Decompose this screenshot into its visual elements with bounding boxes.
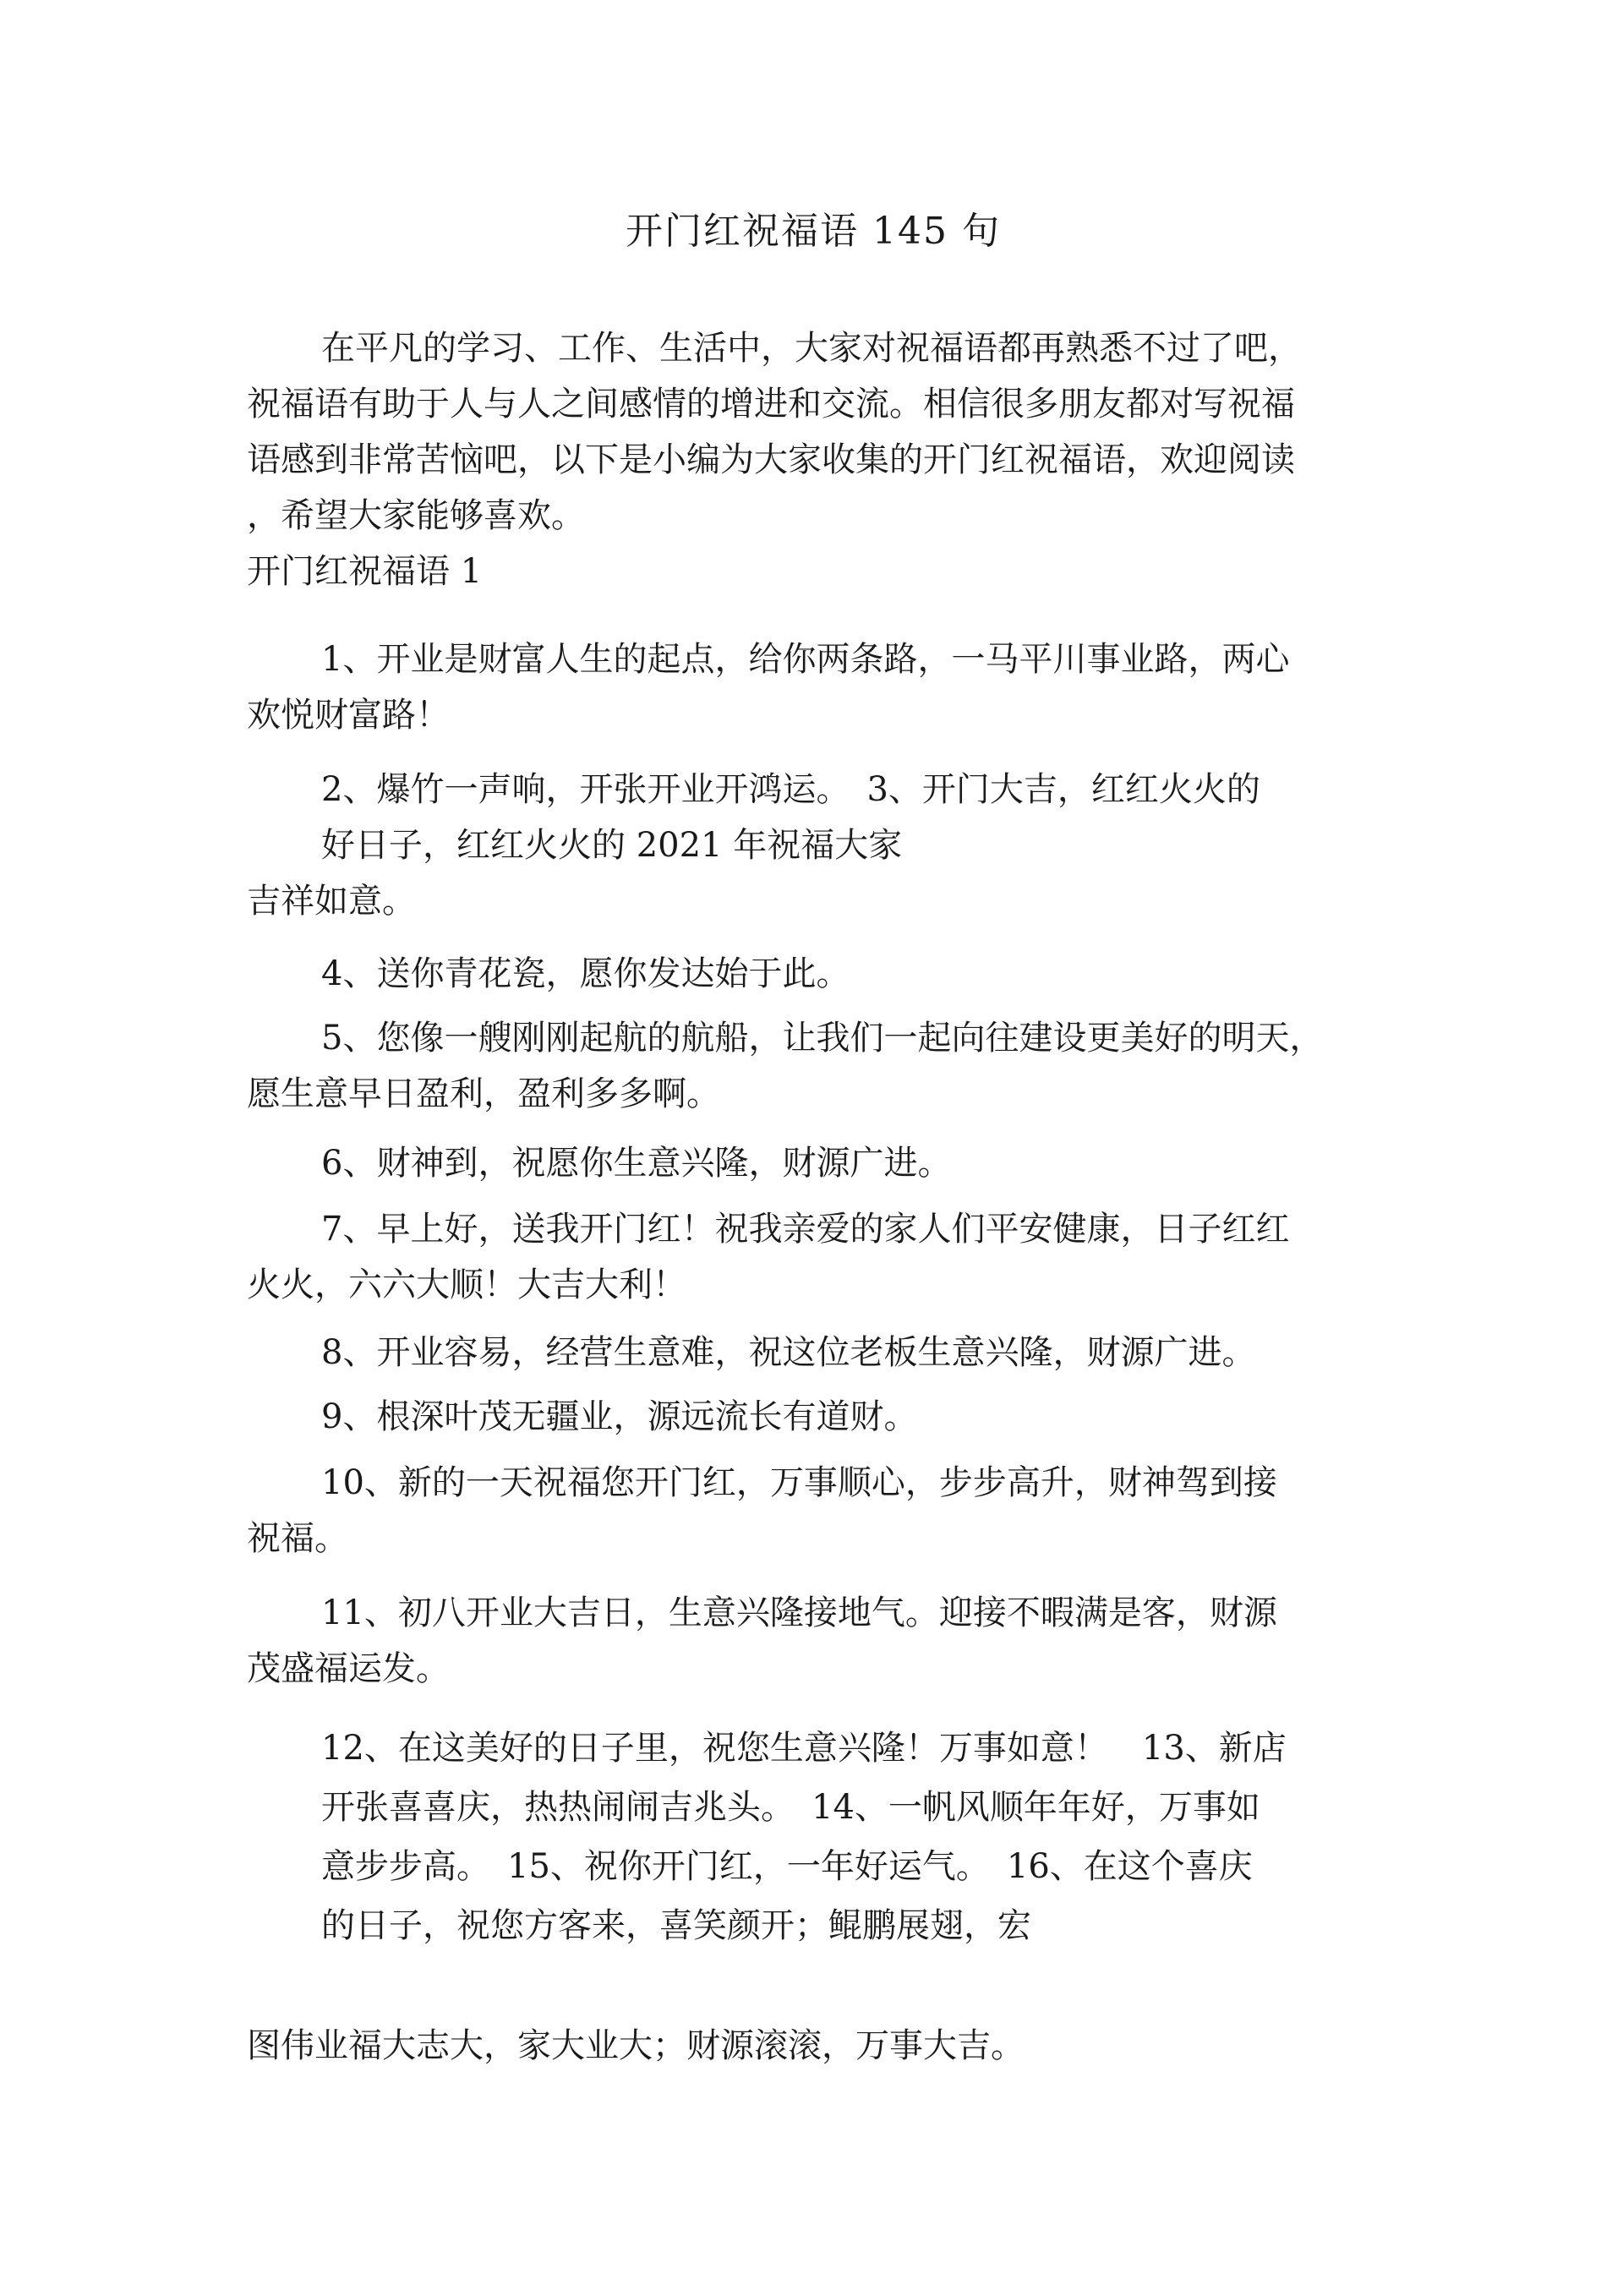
paragraph-line: 茂盛福运发。 [247,1649,450,1688]
paragraph-line: 火火，六六大顺！大吉大利！ [247,1266,686,1304]
paragraph-line: 11、初八开业大吉日，生意兴隆接地气。迎接不暇满是客，财源 [321,1594,1277,1632]
paragraph-line: 意步步高。 15、祝你开门红，一年好运气。 16、在这个喜庆 [321,1847,1253,1886]
intro-line: 祝福语有助于人与人之间感情的增进和交流。相信很多朋友都对写祝福 [247,385,1295,424]
paragraph-line: 6、财神到，祝愿你生意兴隆，财源广进。 [321,1144,952,1183]
paragraph-line: 10、新的一天祝福您开门红，万事顺心，步步高升，财神驾到接 [321,1463,1277,1502]
paragraph-line: 祝福。 [247,1519,348,1558]
paragraph-line: 9、根深叶茂无疆业，源远流长有道财。 [321,1397,918,1436]
paragraph-line: 4、送你青花瓷，愿你发达始于此。 [321,954,850,993]
page-title: 开门红祝福语 145 句 [626,210,1001,253]
paragraph-line: 开张喜喜庆，热热闹闹吉兆头。 14、一帆风顺年年好，万事如 [321,1788,1260,1827]
paragraph-line: 的日子，祝您方客来，喜笑颜开；鲲鹏展翅，宏 [321,1906,1031,1945]
paragraph-line: 图伟业福大志大，家大业大；财源滚滚，万事大吉。 [247,2026,1025,2065]
paragraph-line: 吉祥如意。 [247,882,416,921]
paragraph-line: 好日子，红红火火的 2021 年祝福大家 [321,826,903,865]
intro-line: ，希望大家能够喜欢。 [247,496,585,535]
paragraph-line: 1、开业是财富人生的起点，给你两条路，一马平川事业路，两心 [321,640,1290,679]
paragraph-line: 愿生意早日盈利，盈利多多啊。 [247,1074,720,1113]
paragraph-line: 欢悦财富路！ [247,696,450,735]
paragraph-line: 7、早上好，送我开门红！祝我亲爱的家人们平安健康，日子红红 [321,1210,1290,1249]
intro-line: 语感到非常苦恼吧，以下是小编为大家收集的开门红祝福语，欢迎阅读 [247,440,1295,479]
paragraph-line: 8、开业容易，经营生意难，祝这位老板生意兴隆，财源广进。 [321,1333,1256,1372]
paragraph-line: 5、您像一艘刚刚起航的航船，让我们一起向往建设更美好的明天， [321,1019,1324,1058]
intro-line: 在平凡的学习、工作、生活中，大家对祝福语都再熟悉不过了吧， [321,329,1302,368]
paragraph-line: 2、爆竹一声响，开张开业开鸿运。 3、开门大吉，红红火火的 [321,770,1260,809]
section-heading: 开门红祝福语 1 [247,552,483,591]
paragraph-line: 12、在这美好的日子里，祝您生意兴隆！万事如意！ 13、新店 [321,1729,1287,1768]
